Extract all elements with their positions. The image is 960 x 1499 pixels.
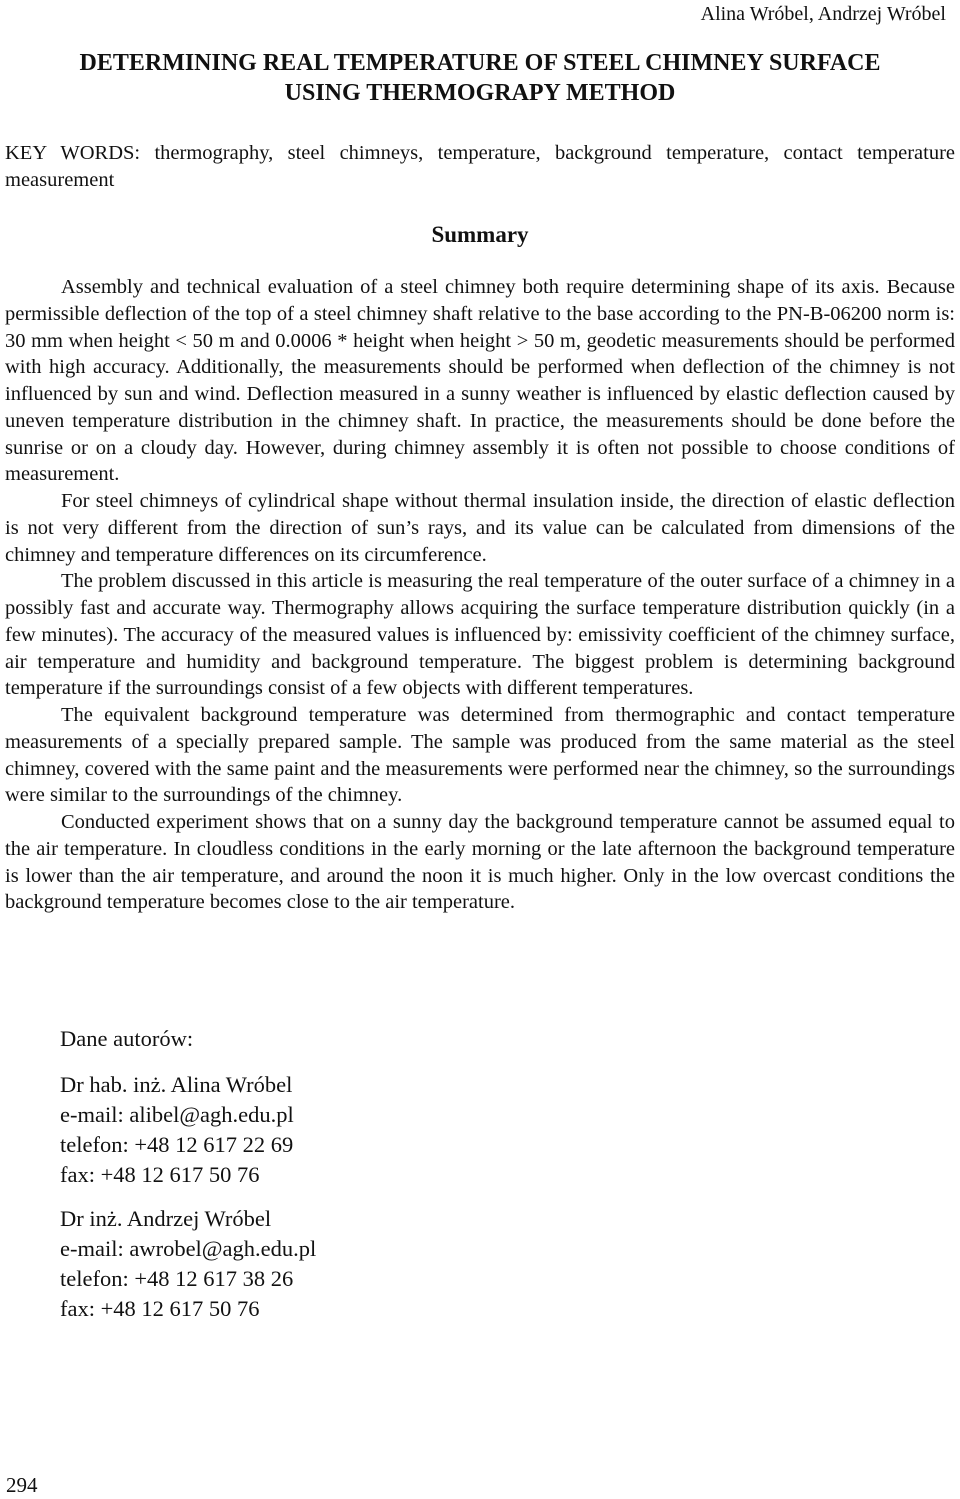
author-email: e-mail: alibel@agh.edu.pl bbox=[60, 1102, 294, 1127]
running-head: Alina Wróbel, Andrzej Wróbel bbox=[700, 3, 946, 25]
author-block bbox=[60, 1204, 316, 1324]
page-number: 294 bbox=[6, 1473, 38, 1497]
title-line-2: USING THERMOGRAPY METHOD bbox=[284, 80, 676, 106]
author-fax: fax: +48 12 617 50 76 bbox=[60, 1162, 260, 1187]
title-line-1: DETERMINING REAL TEMPERATURE OF STEEL CHIMNEY SURFACE bbox=[79, 50, 881, 76]
summary-body bbox=[5, 274, 955, 916]
summary-paragraph: The equivalent background temperature was determined from thermographic and contact temperature measurements of a specially prepared sample. The sample was produced from the same material as the steel chimney, covered with the same paint and the measurements were performed near the chimney, so the surroundings were similar to the surroundings of the chimney. bbox=[5, 704, 955, 807]
author-phone: telefon: +48 12 617 22 69 bbox=[60, 1132, 294, 1157]
summary-paragraph: Assembly and technical evaluation of a steel chimney both require determining shape of its axis. Because permissible deflection of the top of a steel chimney shaft relative to the base according to the PN-B-06200 norm is: 30 mm when height < 50 m and 0.0006 * height when height > 50 m, geodetic measurements should be performed with high accuracy. Additionally, the measurements should be performed when deflection of the chimney is not influenced by sun and wind. Deflection measured in a sunny weather is influenced by elastic deflection caused by uneven temperature distribution in the chimney shaft. In practice, the measurements should be done before the sunrise or on a cloudy day. However, during chimney assembly it is often not possible to choose conditions of measurement. bbox=[5, 276, 955, 486]
summary-paragraph: The problem discussed in this article is measuring the real temperature of the outer surface of a chimney in a possibly fast and accurate way. Thermography allows acquiring the surface temperature distribution quickly (in a few minutes). The accuracy of the measured values is influenced by: emissivity coefficient of the chimney surface, air temperature and humidity and background temperature. The biggest problem is determining background temperature if the surroundings consist of a few objects with different temperatures. bbox=[5, 570, 955, 700]
author-block bbox=[60, 1070, 316, 1190]
author-fax: fax: +48 12 617 50 76 bbox=[60, 1296, 260, 1321]
paper-title bbox=[0, 48, 960, 108]
keywords: KEY WORDS: thermography, steel chimneys, temperature, background temperature, contact temperature measurement bbox=[5, 142, 955, 191]
author-name: Dr inż. Andrzej Wróbel bbox=[60, 1206, 272, 1231]
author-phone: telefon: +48 12 617 38 26 bbox=[60, 1266, 294, 1291]
author-name: Dr hab. inż. Alina Wróbel bbox=[60, 1072, 293, 1097]
author-email: e-mail: awrobel@agh.edu.pl bbox=[60, 1236, 317, 1261]
summary-paragraph: For steel chimneys of cylindrical shape without thermal insulation inside, the direction of elastic deflection is not very different from the direction of sun’s rays, and its value can be calculated from dimensions of the chimney and temperature differences on its circumference. bbox=[5, 490, 955, 566]
summary-heading: Summary bbox=[431, 222, 529, 247]
summary-paragraph: Conducted experiment shows that on a sunny day the background temperature cannot be assumed equal to the air temperature. In cloudless conditions in the early morning or the late afternoon the background temperature is lower than the air temperature, and around the noon it is much higher. Only in the low overcast conditions the background temperature becomes close to the air temperature. bbox=[5, 811, 955, 914]
authors-label: Dane autorów: bbox=[60, 1026, 194, 1051]
author-details bbox=[60, 1024, 316, 1338]
